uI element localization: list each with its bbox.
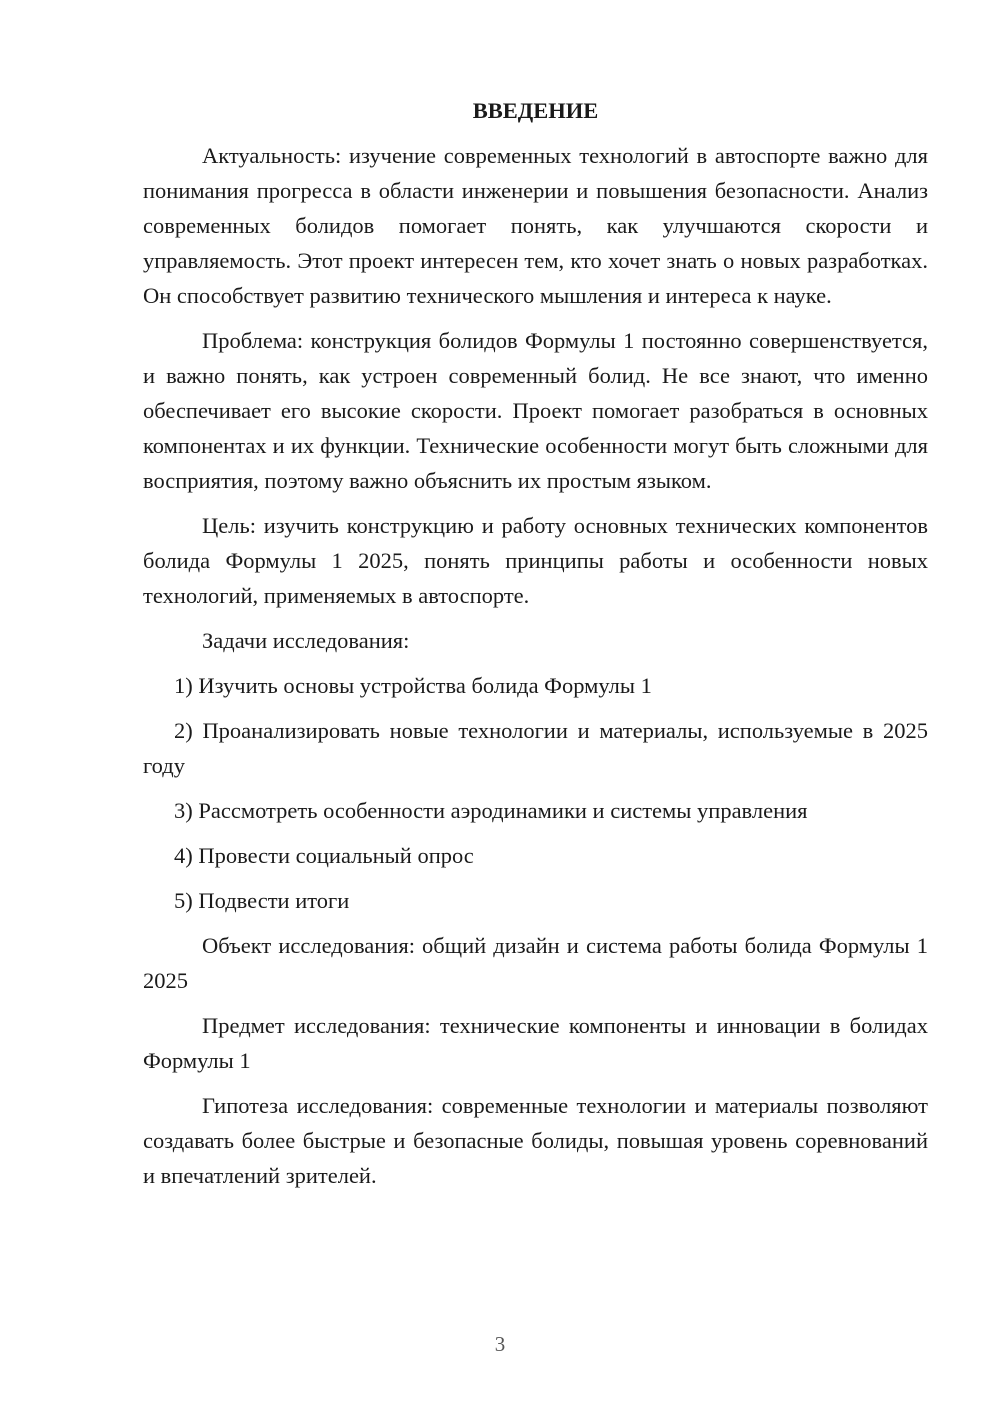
paragraph-subject: Предмет исследования: технические компоненты и инновации в болидах Формулы 1	[143, 1013, 928, 1073]
section-title: ВВЕДЕНИЕ	[472, 98, 599, 123]
paragraph-relevance: Актуальность: изучение современных технологий в автоспорте важно для понимания прогресса в области инженерии и повышения безопасности. Анализ современных болидов помогает понять, как улучшаются скорости и управляемость. Этот проект интересен тем, кто хочет знать о новых разработках. Он способствует развитию технического мышления и интереса к науке.	[143, 143, 928, 308]
paragraph-object: Объект исследования: общий дизайн и система работы болида Формулы 1 2025	[143, 933, 928, 993]
list-item: 3) Рассмотреть особенности аэродинамики и системы управления	[174, 798, 808, 823]
paragraph-goal: Цель: изучить конструкцию и работу основных технических компонентов болида Формулы 1 2025, понять принципы работы и особенности новых технологий, применяемых в автоспорте.	[143, 513, 928, 608]
list-item: 4) Провести социальный опрос	[174, 843, 474, 868]
document-page	[143, 93, 928, 1203]
tasks-list	[143, 668, 928, 918]
paragraph-hypothesis: Гипотеза исследования: современные технологии и материалы позволяют создавать более быстрые и безопасные болиды, повышая уровень соревнований и впечатлений зрителей.	[143, 1093, 928, 1188]
list-item: 1) Изучить основы устройства болида Формулы 1	[174, 673, 652, 698]
tasks-heading: Задачи исследования:	[202, 628, 410, 653]
list-item: 2) Проанализировать новые технологии и материалы, используемые в 2025 году	[143, 718, 928, 778]
paragraph-problem: Проблема: конструкция болидов Формулы 1 постоянно совершенствуется, и важно понять, как устроен современный болид. Не все знают, что именно обеспечивает его высокие скорости. Проект помогает разобраться в основных компонентах и их функции. Технические особенности могут быть сложными для восприятия, поэтому важно объяснить их простым языком.	[143, 328, 928, 493]
page-number: 3	[494, 1332, 506, 1356]
list-item: 5) Подвести итоги	[174, 888, 350, 913]
